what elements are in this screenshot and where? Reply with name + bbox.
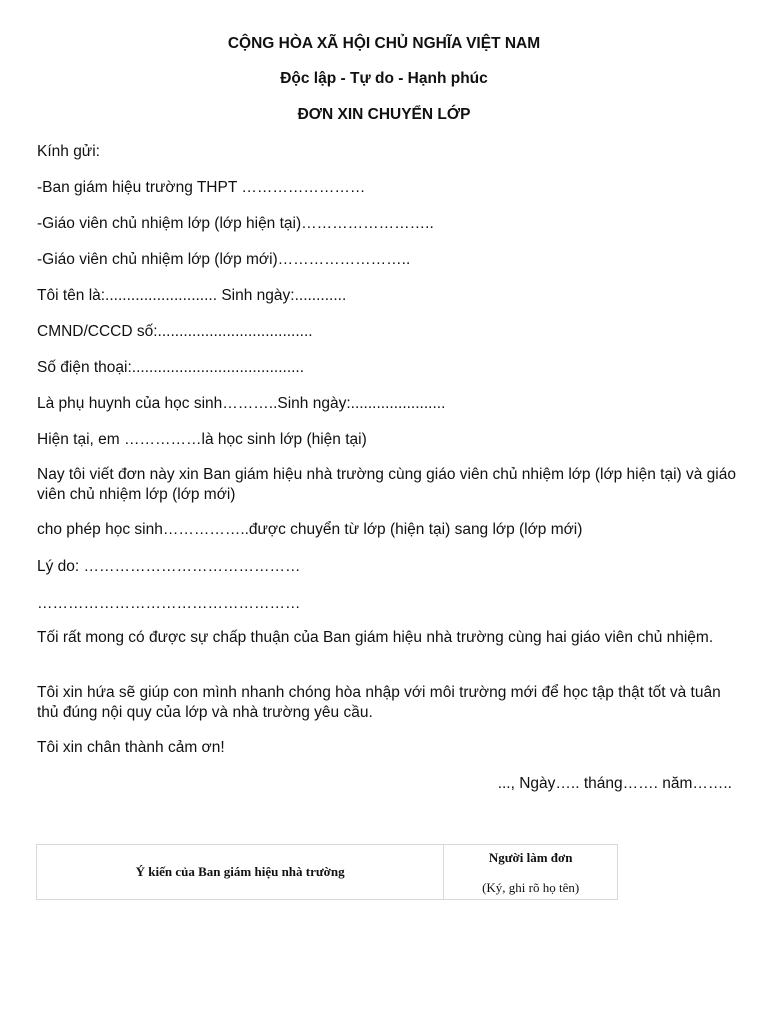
applicant-signature-cell	[444, 845, 618, 900]
board-opinion-cell	[37, 845, 444, 900]
document-title: ĐƠN XIN CHUYỂN LỚP	[297, 106, 471, 123]
country-heading: CỘNG HÒA XÃ HỘI CHỦ NGHĨA VIỆT NAM	[227, 35, 541, 52]
recipient-new-teacher-line: -Giáo viên chủ nhiệm lớp (lớp mới)……………………..	[37, 251, 411, 268]
signature-row	[37, 845, 618, 900]
promise-paragraph: Tôi xin hứa sẽ giúp con mình nhanh chóng hòa nhập với môi trường mới để học tập thật tốt và tuân thủ đúng nội quy của lớp và nhà trường yêu cầu.	[37, 684, 721, 721]
hope-paragraph: Tối rất mong có được sự chấp thuận của Ban giám hiệu nhà trường cùng hai giáo viên chủ nhiệm.	[37, 629, 714, 646]
reason-continuation-line: ……………………………………………	[37, 595, 301, 612]
recipient-current-teacher-line: -Giáo viên chủ nhiệm lớp (lớp hiện tại)……………………..	[37, 215, 434, 232]
greeting-line: Kính gửi:	[37, 143, 100, 160]
parent-of-line: Là phụ huynh của học sinh………..Sinh ngày:......................	[37, 395, 446, 412]
id-number-line: CMND/CCCD số:....................................	[37, 323, 313, 340]
signature-table	[36, 844, 618, 900]
phone-line: Số điện thoại:........................................	[37, 359, 305, 376]
thanks-line: Tôi xin chân thành cảm ơn!	[37, 739, 225, 756]
applicant-name-line: Tôi tên là:.......................... Sinh ngày:............	[37, 287, 347, 304]
current-class-line: Hiện tại, em ……………là học sinh lớp (hiện tại)	[37, 431, 367, 448]
recipient-board-line: -Ban giám hiệu trường THPT ……………………	[37, 179, 366, 196]
permission-line: cho phép học sinh……………..được chuyển từ lớp (hiện tại) sang lớp (lớp mới)	[37, 521, 583, 538]
date-line: ..., Ngày….. tháng……. năm……..	[497, 775, 732, 792]
board-opinion-label: Ý kiến của Ban giám hiệu nhà trường	[135, 864, 345, 879]
motto-heading: Độc lập - Tự do - Hạnh phúc	[280, 70, 488, 87]
reason-line: Lý do: ……………………………………	[37, 558, 301, 575]
applicant-title-label: Người làm đơn	[488, 850, 573, 865]
applicant-note-label: (Ký, ghi rõ họ tên)	[482, 880, 580, 895]
request-intro-paragraph: Nay tôi viết đơn này xin Ban giám hiệu nhà trường cùng giáo viên chủ nhiệm lớp (lớp hiện tại) và giáo viên chủ nhiệm lớp (lớp mới)	[37, 466, 736, 503]
